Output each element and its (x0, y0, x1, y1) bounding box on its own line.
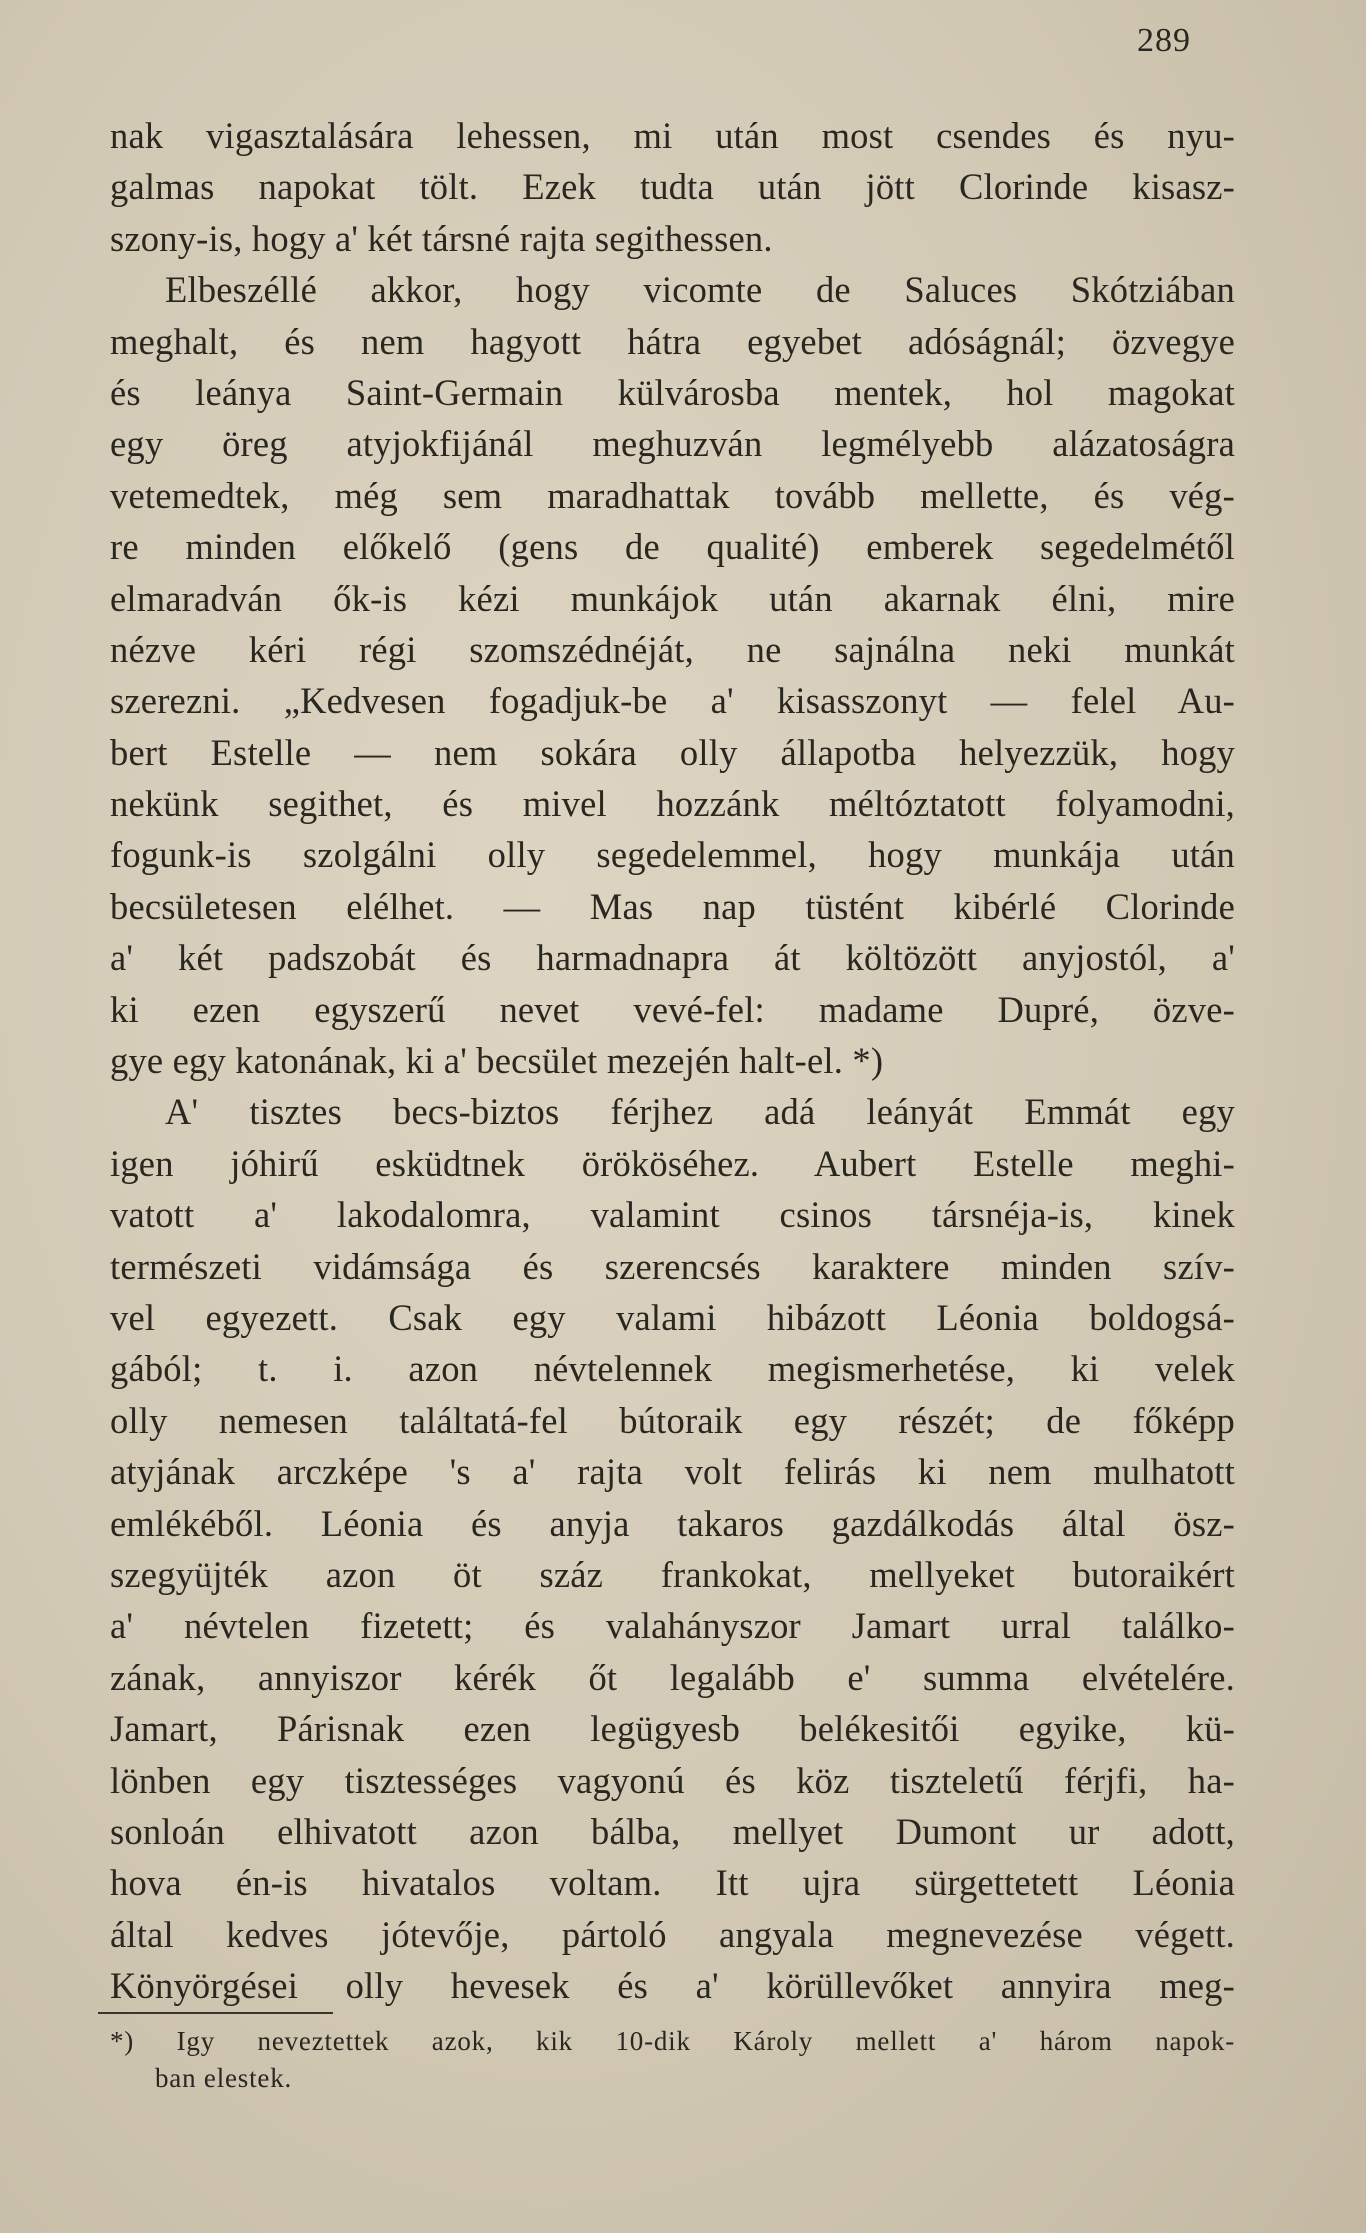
text-line: bert Estelle — nem sokára olly állapotba helyezzük, hogy (110, 731, 1235, 773)
footnote-line: *) Igy neveztettek azok, kik 10-dik Károly mellett a' három napok- (110, 2026, 1235, 2056)
text-line: nak vigasztalására lehessen, mi után most csendes és nyu- (110, 115, 1235, 156)
text-line: gye egy katonának, ki a' becsület mezején halt-el. *) (110, 1040, 884, 1082)
text-line: szerezni. „Kedvesen fogadjuk-be a' kisasszonyt — felel Au- (110, 680, 1235, 722)
text-line: sonloán elhivatott azon bálba, mellyet Dumont ur adott, (110, 1810, 1235, 1852)
text-line: ki ezen egyszerű nevet vevé-fel: madame Dupré, özve- (110, 988, 1235, 1030)
text-line: gából; t. i. azon névtelennek megismerhetése, ki velek (110, 1348, 1235, 1390)
text-line: természeti vidámsága és szerencsés karaktere minden szív- (110, 1245, 1235, 1287)
text-line: Jamart, Párisnak ezen legügyesb belékesitői egyike, kü- (110, 1708, 1235, 1750)
text-line: nézve kéri régi szomszédnéját, ne sajnálna neki munkát (110, 628, 1235, 670)
text-line: becsületesen elélhet. — Mas nap tüstént kibérlé Clorinde (110, 885, 1235, 927)
text-line: a' két padszobát és harmadnapra át költözött anyjostól, a' (110, 937, 1235, 979)
footnote-line: ban elestek. (155, 2063, 293, 2093)
text-line: Elbeszéllé akkor, hogy vicomte de Saluces Skótziában (165, 269, 1235, 311)
text-line: olly nemesen találtatá-fel bútoraik egy részét; de főképp (110, 1399, 1235, 1441)
page-number: 289 (1137, 22, 1191, 59)
body-text (110, 110, 1235, 2011)
text-line: elmaradván ők-is kézi munkájok után akarnak élni, mire (110, 577, 1235, 619)
text-line: atyjának arczképe 's a' rajta volt felirás ki nem mulhatott (110, 1451, 1235, 1493)
text-line: vel egyezett. Csak egy valami hibázott Léonia boldogsá- (110, 1296, 1235, 1338)
text-line: lönben egy tisztességes vagyonú és köz tiszteletű férjfi, ha- (110, 1759, 1235, 1801)
text-line: igen jóhirű esküdtnek örököséhez. Aubert Estelle meghi- (110, 1142, 1235, 1184)
text-line: Könyörgései olly hevesek és a' körüllevőket annyira meg- (110, 1965, 1235, 2007)
text-line: vetemedtek, még sem maradhattak tovább mellette, és vég- (110, 474, 1235, 516)
text-line: nekünk segithet, és mivel hozzánk méltóztatott folyamodni, (110, 783, 1235, 825)
text-line: vatott a' lakodalomra, valamint csinos társnéja-is, kinek (110, 1194, 1235, 1236)
text-line: szegyüjték azon öt száz frankokat, mellyeket butoraikért (110, 1553, 1235, 1595)
text-line: a' névtelen fizetett; és valahányszor Jamart urral találko- (110, 1605, 1235, 1647)
text-line: szony-is, hogy a' két társné rajta segithessen. (110, 217, 773, 259)
text-line: zának, annyiszor kérék őt legalább e' summa elvételére. (110, 1656, 1235, 1698)
text-line: re minden előkelő (gens de qualité) emberek segedelmétől (110, 526, 1235, 568)
text-line: meghalt, és nem hagyott hátra egyebet adóságnál; özvegye (110, 320, 1235, 362)
text-line: egy öreg atyjokfijánál meghuzván legmélyebb alázatoságra (110, 423, 1235, 465)
footnote (110, 2023, 1235, 2097)
footnote-divider (98, 2012, 333, 2014)
text-line: galmas napokat tölt. Ezek tudta után jött Clorinde kisasz- (110, 166, 1235, 208)
text-line: A' tisztes becs-biztos férjhez adá leányát Emmát egy (165, 1091, 1235, 1133)
text-line: emlékéből. Léonia és anyja takaros gazdálkodás által ösz- (110, 1502, 1235, 1544)
text-line: fogunk-is szolgálni olly segedelemmel, hogy munkája után (110, 834, 1235, 876)
text-line: és leánya Saint-Germain külvárosba mentek, hol magokat (110, 371, 1235, 413)
text-line: által kedves jótevője, pártoló angyala megnevezése végett. (110, 1913, 1235, 1955)
text-line: hova én-is hivatalos voltam. Itt ujra sürgettetett Léonia (110, 1862, 1235, 1904)
